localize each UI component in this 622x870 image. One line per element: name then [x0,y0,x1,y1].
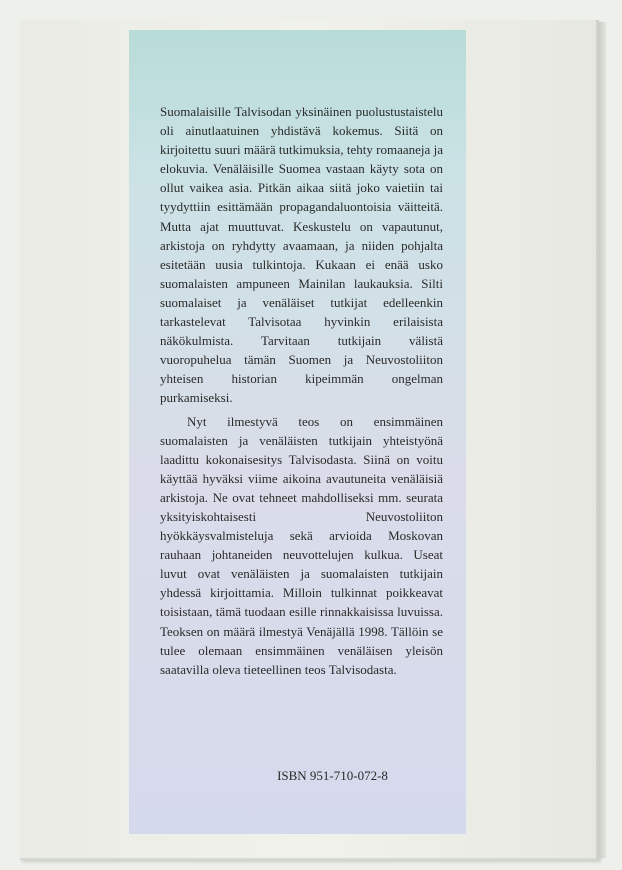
book-page-edge [598,22,606,858]
blurb-panel [129,30,466,834]
blurb-paragraph-2: Nyt ilmestyvä teos on ensimmäinen suomalaisten ja venäläisten tutkijain yhteistyönä laadittu kokonaisesitys Talvisodasta. Siinä on voitu käyttää hyväksi viime aikoina avautuneita venäläisiä arkistoja. Ne ovat tehneet mahdolliseksi mm. seurata yksityiskohtaisesti Neuvostoliiton hyökkäysvalmisteluja sekä arvioida Moskovan rauhaan johtaneiden neuvottelujen kulkua. Useat luvut ovat venäläisten ja suomalaisten tutkijain yhdessä kirjoittamia. Milloin tulkinnat poikkeavat toisistaan, tämä tuodaan esille rinnakkaisissa luvuissa. Teoksen on määrä ilmestyä Venäjällä 1998. Tällöin se tulee olemaan ensimmäinen venäläisen yleisön saatavilla oleva tieteellinen teos Talvisodasta. [160,413,443,677]
blurb-text [160,102,443,679]
isbn-number: ISBN 951-710-072-8 [277,768,388,783]
blurb-paragraph-1: Suomalaisille Talvisodan yksinäinen puolustustaistelu oli ainutlaatuinen yhdistävä kokemus. Siitä on kirjoitettu suuri määrä tutkimuksia, tehty romaaneja ja elokuvia. Venäläisille Suomea vastaan käyty sota on ollut vaikea asia. Pitkän aikaa siitä joko vaietiin tai tyydyttiin esittämään propagandaluontoisia väitteitä. Mutta ajat muuttuvat. Keskustelu on vapautunut, arkistoja on ryhdytty avaamaan, ja niiden pohjalta esitetään uusia tulkintoja. Kukaan ei enää usko suomalaisten ampuneen Mainilan laukauksia. Silti suomalaiset ja venäläiset tutkijat edelleenkin tarkastelevat Talvisotaa hyvinkin erilaisista näkökulmista. Tarvitaan tutkijain välistä vuoropuhelua tämän Suomen ja Neuvostoliiton yhteisen historian kipeimmän ongelman purkamiseksi. [160,104,443,406]
